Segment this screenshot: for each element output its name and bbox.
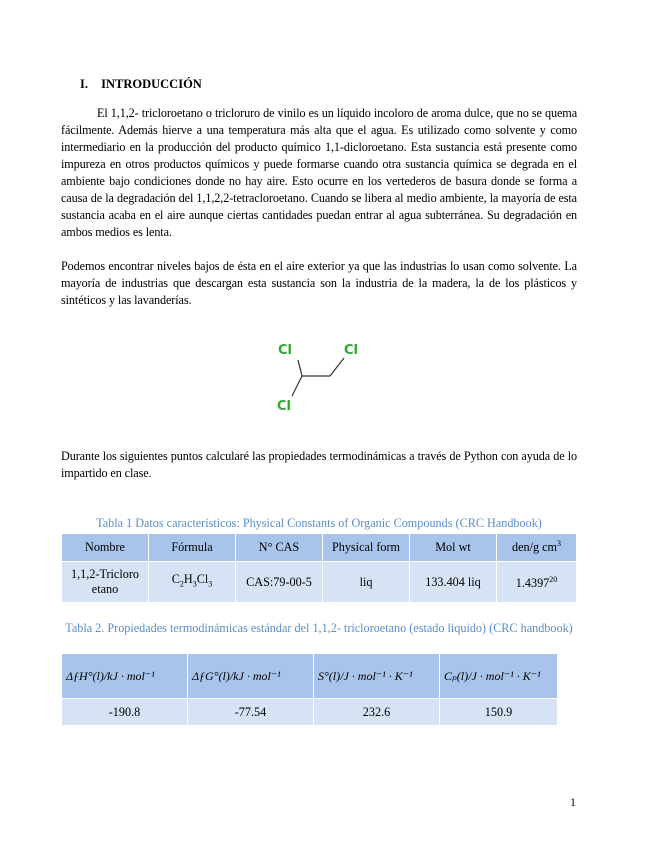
cell-mol-wt: 133.404 liq [410, 562, 497, 603]
bond-cl3 [292, 376, 302, 396]
cell-enthalpy: -190.8 [62, 699, 188, 726]
header-formula: Fórmula [149, 534, 236, 562]
cell-density: 1.4397$^{20}$ [497, 562, 577, 603]
table2-caption: Tabla 2. Propiedades termodinámicas estándar del 1,1,2- tricloroetano (estado liquido) (CRC handbook) [65, 621, 573, 635]
molecule-structure-diagram [270, 338, 370, 418]
chlorine-atom-label: Cl [277, 399, 291, 414]
cell-heat-capacity: 150.9 [440, 699, 558, 726]
table-header-row [62, 654, 558, 699]
sources-paragraph: Podemos encontrar niveles bajos de ésta en el aire exterior ya que las industrias lo usan como solvente. La mayoría de industrias que descargan esta sustancia son la industria de la madera, la de los plásticos y sintéticos y las lavanderías. [61, 259, 577, 307]
table-header-row [62, 534, 577, 562]
header-gibbs: ΔƒG°(l)/kJ · mol⁻¹ [188, 654, 314, 699]
chlorine-atom-label: Cl [344, 343, 358, 358]
header-mol-wt: Mol wt [410, 534, 497, 562]
header-nombre: Nombre [62, 534, 149, 562]
table2-thermodynamic-properties [61, 653, 558, 726]
header-physical-form: Physical form [323, 534, 410, 562]
section-number: I. [80, 77, 88, 91]
section-heading [80, 77, 202, 92]
cell-cas: CAS:79-00-5 [236, 562, 323, 603]
header-heat-capacity: Cₚ(l)/J · mol⁻¹ · K⁻¹ [440, 654, 558, 699]
chlorine-atom-label: Cl [278, 343, 292, 358]
header-entropy: S°(l)/J · mol⁻¹ · K⁻¹ [314, 654, 440, 699]
cell-entropy: 232.6 [314, 699, 440, 726]
bond-cl2 [330, 358, 344, 376]
cell-nombre: 1,1,2-Tricloro etano [62, 562, 149, 603]
cell-gibbs: -77.54 [188, 699, 314, 726]
table-row [62, 699, 558, 726]
cell-formula: $C_2H_3Cl_3$ [149, 562, 236, 603]
intro-paragraph: El 1,1,2- tricloroetano o tricloruro de vinilo es un líquido incoloro de aroma dulce, que no se quema fácilmente. Además hierve a una temperatura más alta que el agua. Es utilizado como solvente y como intermediario en la producción del producto químico 1,1-dicloroetano. Esta sustancia está presente como impureza en otros productos químicos y puede formarse cuando otra sustancia química se degrada en el ambiente bajo condiciones donde no hay aire. Esto ocurre en los vertederos de basura donde se forma a causa de la degradación del 1,1,2,2-tetracloroetano. Cuando se libera al medio ambiente, la mayoría de esta sustancia acaba en el aire aunque ciertas cantidades puedan entrar al agua subterránea. Su degradación en ambos medios es lenta. [61, 106, 577, 239]
section-title: INTRODUCCIÓN [101, 77, 202, 91]
table-row [62, 562, 577, 603]
cell-physical-form: liq [323, 562, 410, 603]
page-number: 1 [570, 795, 576, 809]
header-enthalpy: ΔƒH°(l)/kJ · mol⁻¹ [62, 654, 188, 699]
bond-cl1 [298, 360, 302, 376]
table1-physical-constants [61, 533, 577, 603]
header-density: den/g $cm^3$ [497, 534, 577, 562]
header-cas: N° CAS [236, 534, 323, 562]
python-paragraph: Durante los siguientes puntos calcularé las propiedades termodinámicas a través de Python con ayuda de lo impartido en clase. [61, 449, 577, 480]
table1-caption: Tabla 1 Datos característicos: Physical Constants of Organic Compounds (CRC Handbook) [96, 516, 542, 530]
